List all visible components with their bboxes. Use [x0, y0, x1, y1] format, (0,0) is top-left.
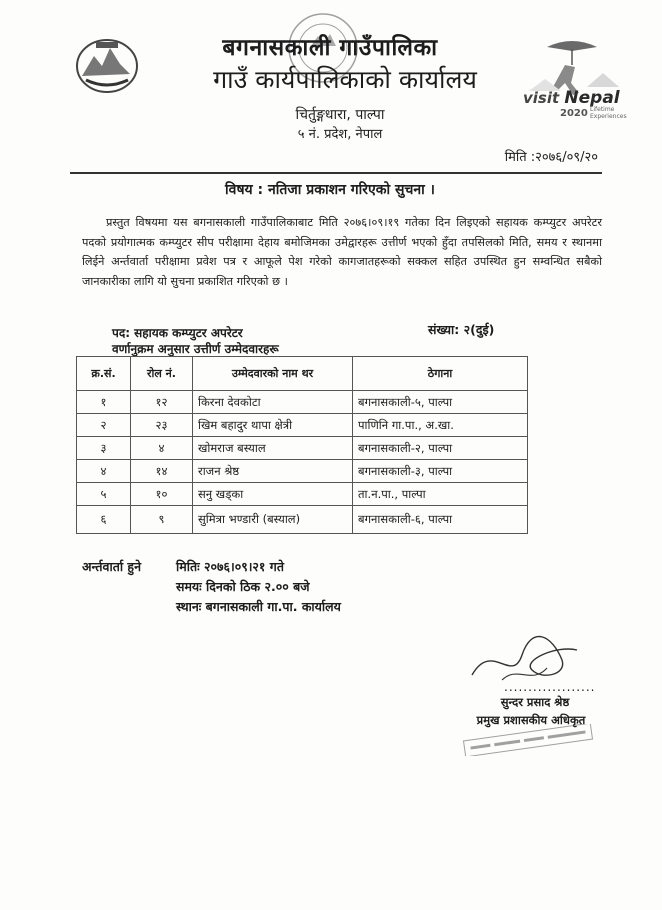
interview-venue: स्थानः बगनासकाली गा.पा. कार्यालय — [176, 599, 341, 614]
issue-date: मिति :२०७६/०९/२० — [504, 150, 598, 165]
visit-nepal-text — [523, 88, 643, 108]
header-address: ठेगाना — [353, 357, 528, 391]
table-row — [77, 437, 528, 460]
visit-year: 2020 — [560, 108, 588, 119]
visit-tagline-2: Experiences — [590, 113, 627, 120]
cell-name: खिम बहादुर थापा क्षेत्री — [193, 414, 353, 437]
table-row — [77, 460, 528, 483]
visit-tagline — [590, 106, 627, 120]
cell-serial: ५ — [77, 483, 131, 506]
table-row — [77, 391, 528, 414]
cell-roll: ९ — [131, 506, 193, 534]
cell-roll: १० — [131, 483, 193, 506]
cell-address: बगनासकाली-६, पाल्पा — [353, 506, 528, 534]
cell-name: राजन श्रेष्ठ — [193, 460, 353, 483]
interview-date: मितिः २०७६।०९।२१ गते — [176, 559, 284, 574]
municipality-name: बगनासकाली गाउँपालिका — [222, 35, 438, 61]
cell-serial: ६ — [77, 506, 131, 534]
cell-name: किरना देवकोटा — [193, 391, 353, 414]
address-line-1: चिर्तुङ्गधारा, पाल्पा — [295, 107, 385, 123]
interview-label: अर्न्तवार्ता हुने — [82, 559, 142, 574]
table-header-row — [77, 357, 528, 391]
cell-name: सुमित्रा भण्डारी (बस्याल) — [193, 506, 353, 534]
cell-name: सनु खड्का — [193, 483, 353, 506]
cell-address: बगनासकाली-३, पाल्पा — [353, 460, 528, 483]
order-note: वर्णानुक्रम अनुसार उत्तीर्ण उम्मेदवारहरू — [112, 342, 279, 356]
table-row — [77, 483, 528, 506]
cell-roll: २३ — [131, 414, 193, 437]
cell-address: ता.न.पा., पाल्पा — [353, 483, 528, 506]
post-title: पद: सहायक कम्प्युटर अपरेटर — [112, 326, 243, 340]
visit-tagline-1: Lifetime — [590, 106, 615, 113]
visit-nepal-word: Nepal — [564, 88, 620, 108]
cell-serial: ४ — [77, 460, 131, 483]
office-name: गाउँ कार्यपालिकाको कार्यालय — [213, 65, 477, 94]
header-roll: रोल नं. — [131, 357, 193, 391]
cell-address: बगनासकाली-५, पाल्पा — [353, 391, 528, 414]
cell-serial: १ — [77, 391, 131, 414]
cell-name: खोमराज बस्याल — [193, 437, 353, 460]
post-count: संख्या: २(दुई) — [428, 322, 495, 337]
notice-subject: विषय : नतिजा प्रकाशन गरिएको सुचना । — [225, 182, 435, 198]
rubber-stamp-icon — [458, 724, 598, 756]
header-serial: क्र.सं. — [77, 357, 131, 391]
cell-address: पाणिनि गा.पा., अ.खा. — [353, 414, 528, 437]
signature-line: ................... — [504, 680, 596, 694]
table-row — [77, 506, 528, 534]
results-table — [76, 356, 528, 534]
cell-serial: २ — [77, 414, 131, 437]
table-row — [77, 414, 528, 437]
address-line-2: ५ नं. प्रदेश, नेपाल — [297, 127, 383, 142]
header-name: उम्मेदवारको नाम थर — [193, 357, 353, 391]
signatory-title: प्रमुख प्रशासकीय अधिकृत — [476, 713, 586, 727]
cell-roll: १४ — [131, 460, 193, 483]
cell-serial: ३ — [77, 437, 131, 460]
visit-word: visit — [523, 89, 560, 107]
cell-roll: ४ — [131, 437, 193, 460]
interview-time: समयः दिनको ठिक २.०० बजे — [176, 579, 310, 594]
cell-roll: १२ — [131, 391, 193, 414]
notice-body: प्रस्तुत विषयमा यस बगनासकाली गाउँपालिकाबाट मिति २०७६।०९।१९ गतेका दिन लिइएको सहायक कम्प्युटर अपरेटर पदको प्रयोगात्मक कम्प्युटर सीप परीक्षामा देहाय बमोजिमका उमेद्वारहरू उत्तीर्ण भएको हुँदा तपसिलको मिति, समय र स्थानमा लिईने अर्न्तवार्ता परीक्षामा प्रवेश पत्र र आफूले पेश गरेको कागजातहरूको सक्कल सहित उपस्थित हुन सम्वन्धित सबैको जानकारीका लागि यो सुचना प्रकाशित गरिएको छ । — [82, 216, 602, 288]
nepal-emblem-icon — [72, 34, 142, 94]
cell-address: बगनासकाली-२, पाल्पा — [353, 437, 528, 460]
header-divider — [70, 172, 602, 174]
signatory-name: सुन्दर प्रसाद श्रेष्ठ — [500, 695, 570, 709]
